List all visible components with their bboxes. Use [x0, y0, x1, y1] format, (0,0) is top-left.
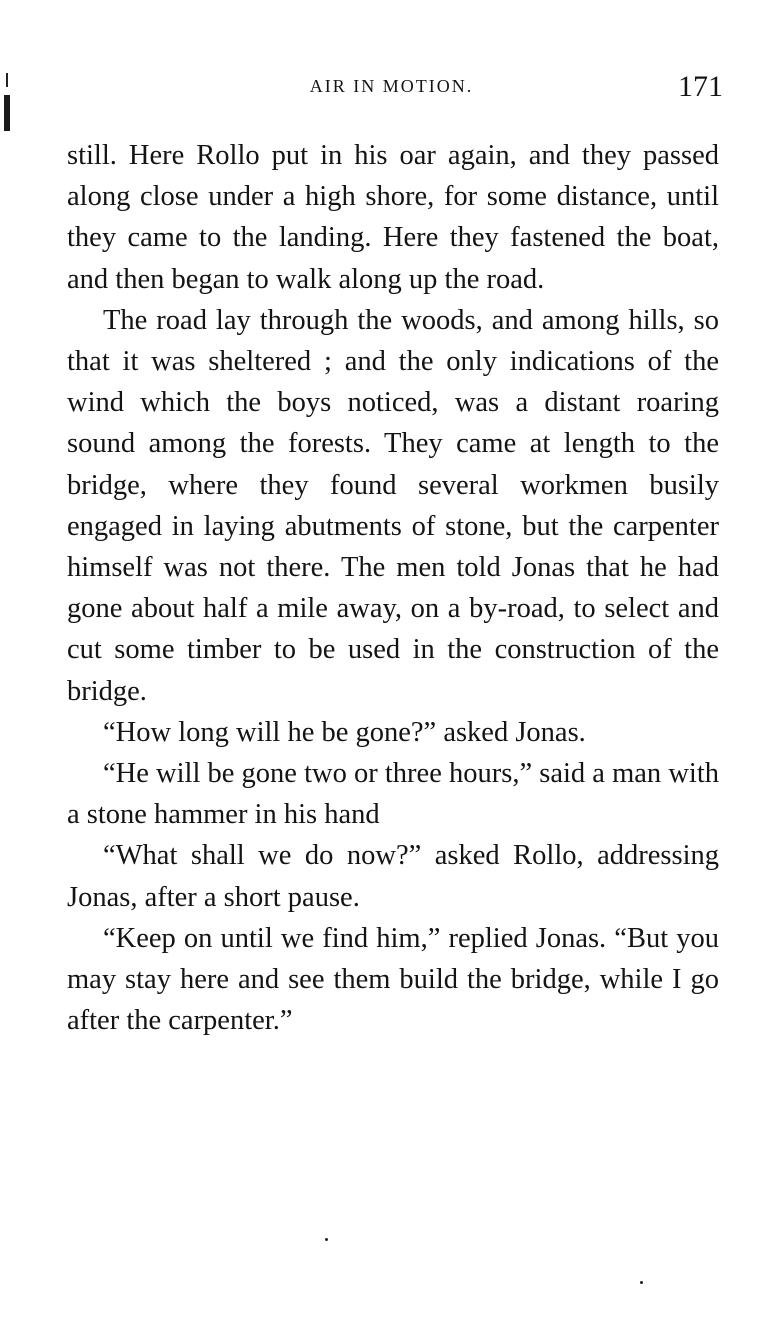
paragraph: “Keep on until we find him,” replied Jonas. “But you may stay here and see them build the bridge, while I go after the carpenter.” [67, 922, 719, 1037]
ink-speck [325, 1238, 328, 1241]
page-header [0, 70, 783, 106]
paragraph: “What shall we do now?” asked Rollo, addressing Jonas, after a short pause. [67, 840, 719, 913]
body-text [67, 135, 719, 1041]
paragraph: “He will be gone two or three hours,” said a man with a stone hammer in his hand [67, 758, 719, 831]
running-head: AIR IN MOTION. [309, 76, 474, 96]
ink-speck [640, 1281, 643, 1284]
page-number: 171 [678, 70, 723, 103]
paragraph: The road lay through the woods, and among hills, so that it was sheltered ; and the only indications of the wind which the boys noticed, was a distant roaring sound among the forests. They came at length to the bridge, where they found several workmen busily engaged in laying abutments of stone, but the carpenter himself was not there. The men told Jonas that he had gone about half a mile away, on a by-road, to select and cut some timber to be used in the construction of the bridge. [67, 304, 719, 707]
paragraph: still. Here Rollo put in his oar again, and they passed along close under a high shore, for some distance, until they came to the landing. Here they fastened the boat, and then began to walk along up the road. [67, 140, 719, 295]
paragraph: “How long will he be gone?” asked Jonas. [103, 716, 586, 748]
